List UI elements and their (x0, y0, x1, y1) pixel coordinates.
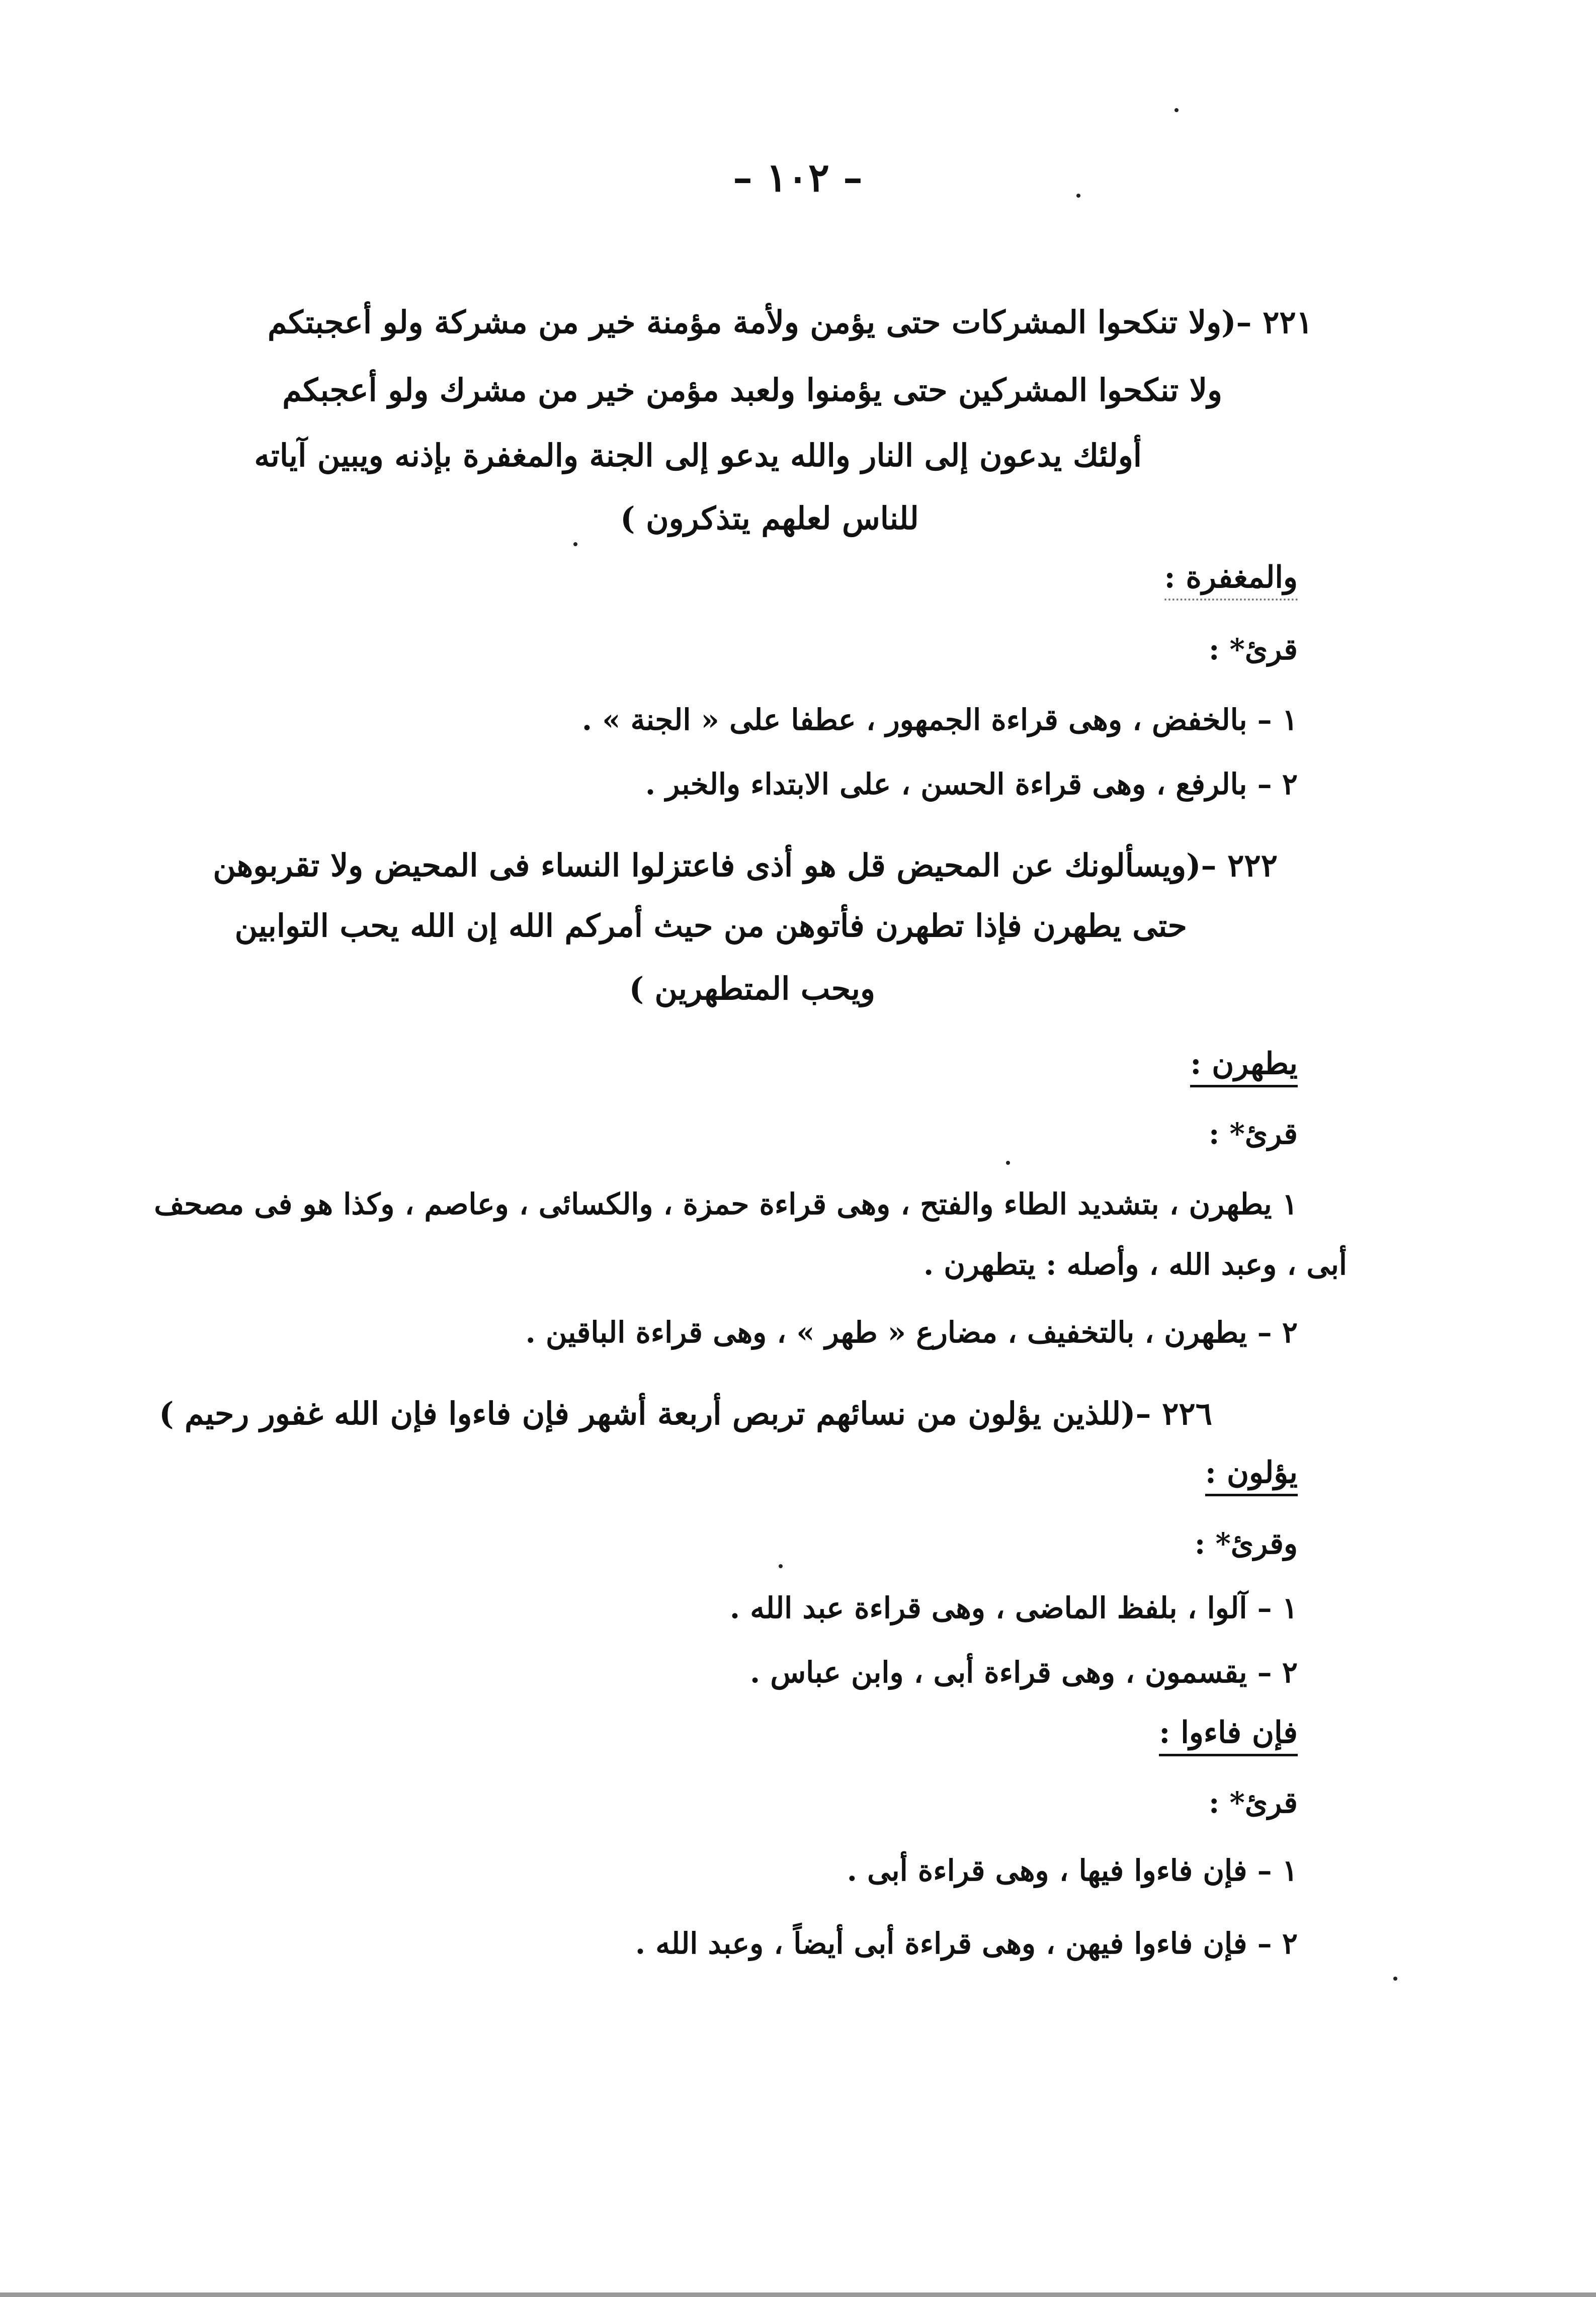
verse-221-line-4: للناس لعلهم يتذكرون ) (620, 500, 919, 537)
scan-speck (1174, 108, 1179, 112)
reading-item: ٢ – يقسمون ، وهى قراءة أبى ، وابن عباس . (749, 1655, 1298, 1689)
reading-item: ١ – بالخفض ، وهى قراءة الجمهور ، عطفا على « الجنة » . (581, 703, 1298, 737)
page-bottom-edge (0, 2292, 1596, 2297)
verse-222-line-2: حتى يطهرن فإذا تطهرن فأتوهن من حيث أمركم الله إن الله يحب التوابين (234, 907, 1187, 944)
reading-item: ٢ – فإن فاءوا فيهن ، وهى قراءة أبى أيضاً ، وعبد الله . (635, 1926, 1298, 1961)
scan-speck (779, 1564, 783, 1568)
word-heading-fain-faau: فإن فاءوا : (1159, 1718, 1298, 1756)
verse-221-line-3: أولئك يدعون إلى النار والله يدعو إلى الجنة والمغفرة بإذنه ويبين آياته (254, 437, 1142, 474)
reading-item: ١ – فإن فاءوا فيها ، وهى قراءة أبى . (847, 1853, 1298, 1888)
scan-speck (573, 542, 577, 546)
verse-222-line-1: ٢٢٢ –(ويسألونك عن المحيض قل هو أذى فاعتزلوا النساء فى المحيض ولا تقربوهن (213, 847, 1278, 884)
verse-226-line-1: ٢٢٦ –(للذين يؤلون من نسائهم تربص أربعة أشهر فإن فاءوا فإن الله غفور رحيم ) (159, 1395, 1212, 1432)
reading-item: ٢ – بالرفع ، وهى قراءة الحسن ، على الابتداء والخبر . (645, 767, 1298, 801)
reading-item: ١ – آلوا ، بلفظ الماضى ، وهى قراءة عبد الله . (729, 1591, 1298, 1625)
verse-221-line-1: ٢٢١ –(ولا تنكحوا المشركات حتى يؤمن ولأمة مؤمنة خير من مشركة ولو أعجبتكم (267, 304, 1313, 341)
reading-item-continuation: أبى ، وعبد الله ، وأصله : يتطهرن . (923, 1247, 1347, 1282)
scan-speck (1006, 1161, 1010, 1165)
word-heading-almaghfira: والمغفرة : (1164, 562, 1298, 601)
verse-221-line-2: ولا تنكحوا المشركين حتى يؤمنوا ولعبد مؤمن خير من مشرك ولو أعجبكم (282, 372, 1222, 408)
scan-speck (1076, 194, 1080, 198)
qurie-label: قرئ* : (1208, 1785, 1298, 1820)
reading-item: ٢ – يطهرن ، بالتخفيف ، مضارع « طهر » ، وهى قراءة الباقين . (525, 1315, 1298, 1349)
reading-item: ١ يطهرن ، بتشديد الطاء والفتح ، وهى قراءة حمزة ، والكسائى ، وعاصم ، وكذا هو فى مصحف (154, 1187, 1298, 1221)
word-heading-yathurna: يطهرن : (1190, 1049, 1298, 1087)
qurie-label: قرئ* : (1208, 632, 1298, 666)
qurie-label: وقرئ* : (1194, 1526, 1298, 1561)
qurie-label: قرئ* : (1208, 1117, 1298, 1151)
verse-222-line-3: ويحب المتطهرين ) (629, 970, 875, 1007)
scan-speck (1393, 1977, 1397, 1981)
page-number: – ١٠٢ – (733, 155, 863, 201)
word-heading-yulun: يؤلون : (1205, 1458, 1298, 1496)
